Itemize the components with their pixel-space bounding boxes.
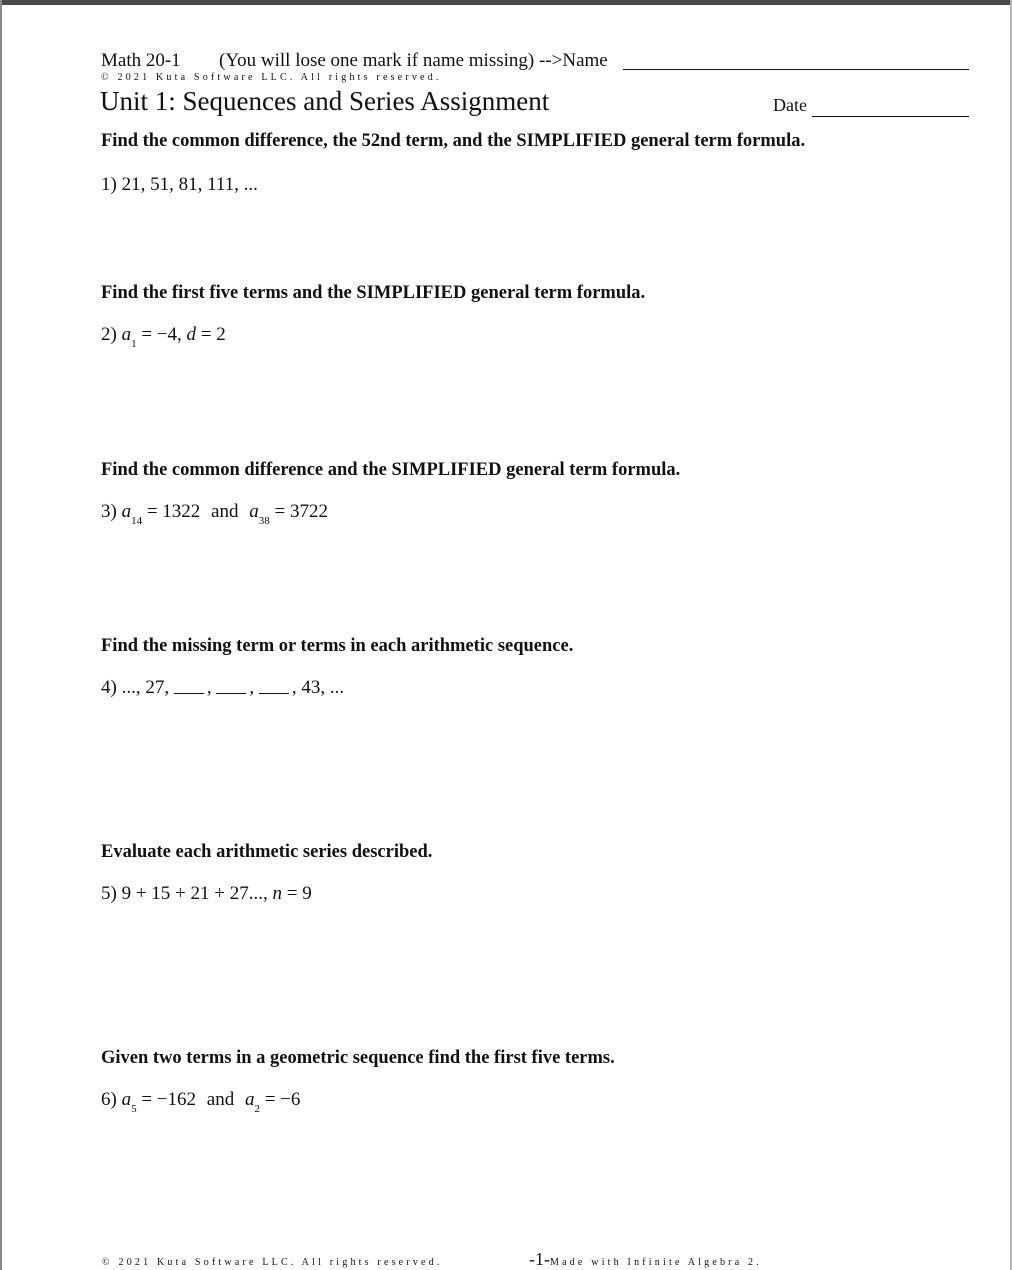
footer-copyright: © 2021 Kuta Software LLC. All rights reserved.: [102, 1257, 443, 1268]
variable-a: a: [244, 1089, 255, 1110]
sequence-start: ..., 27,: [121, 677, 174, 698]
a1-value: = −4,: [136, 324, 182, 345]
problem-number: 4): [101, 677, 117, 698]
problem-number: 1): [101, 174, 117, 195]
instruction-6: Given two terms in a geometric sequence find the first five terms.: [101, 1048, 615, 1068]
separator: ,: [206, 677, 212, 698]
n-value: = 9: [281, 883, 312, 904]
sequence-end: 43, ...: [296, 677, 345, 698]
first-term-value: = 1322: [142, 501, 201, 522]
blank-line: [259, 679, 289, 694]
variable-a: a: [249, 501, 259, 522]
date-label: Date: [773, 95, 807, 115]
page-title: Unit 1: Sequences and Series Assignment: [100, 86, 550, 116]
problem-number: 2): [101, 324, 117, 345]
name-note: (You will lose one mark if name missing) -->Name: [219, 50, 608, 71]
connector: and: [206, 1089, 235, 1110]
problem-4: [101, 677, 344, 699]
date-blank-line: [812, 116, 969, 117]
problem-5: [101, 883, 312, 905]
instruction-1: Find the common difference, the 52nd term, and the SIMPLIFIED general term formula.: [101, 131, 806, 151]
problem-2: [101, 324, 226, 350]
footer-made-with: Made with Infinite Algebra 2.: [550, 1257, 762, 1268]
page-number: -1-: [529, 1249, 550, 1269]
second-term-value: = 3722: [269, 501, 328, 522]
subscript: 14: [131, 515, 143, 527]
sequence-terms: 21, 51, 81, 111, ...: [121, 174, 258, 195]
separator: ,: [249, 677, 255, 698]
blank-line: [216, 679, 246, 694]
d-value: = 2: [196, 324, 226, 345]
first-term-value: = −162: [136, 1089, 197, 1110]
variable-d: d: [186, 324, 197, 345]
problem-3: [101, 501, 328, 527]
variable-n: n: [272, 883, 282, 904]
blank-line: [174, 679, 204, 694]
subscript: 1: [131, 338, 137, 350]
course-label: Math 20-1: [101, 50, 181, 71]
problem-number: 3): [101, 501, 117, 522]
instruction-4: Find the missing term or terms in each arithmetic sequence.: [101, 636, 574, 656]
problem-1: [101, 174, 258, 196]
connector: and: [211, 501, 239, 522]
separator: ,: [291, 677, 297, 698]
variable-a: a: [121, 501, 132, 522]
instruction-2: Find the first five terms and the SIMPLIFIED general term formula.: [101, 283, 646, 303]
variable-a: a: [121, 324, 132, 345]
subscript: 5: [131, 1103, 137, 1115]
instruction-5: Evaluate each arithmetic series described.: [101, 842, 433, 862]
problem-6: [101, 1089, 301, 1115]
name-blank-line: [623, 69, 969, 70]
series-expression: 9 + 15 + 21 + 27...,: [121, 883, 268, 904]
problem-number: 5): [101, 883, 117, 904]
problem-number: 6): [101, 1089, 117, 1110]
subscript: 2: [254, 1103, 260, 1115]
instruction-3: Find the common difference and the SIMPLIFIED general term formula.: [101, 460, 681, 480]
header-copyright: © 2021 Kuta Software LLC. All rights reserved.: [101, 72, 442, 83]
window-top-border: [0, 0, 1012, 5]
page-left-edge: [0, 0, 2, 1270]
variable-a: a: [121, 1089, 132, 1110]
second-term-value: = −6: [259, 1089, 301, 1110]
subscript: 38: [258, 515, 270, 527]
